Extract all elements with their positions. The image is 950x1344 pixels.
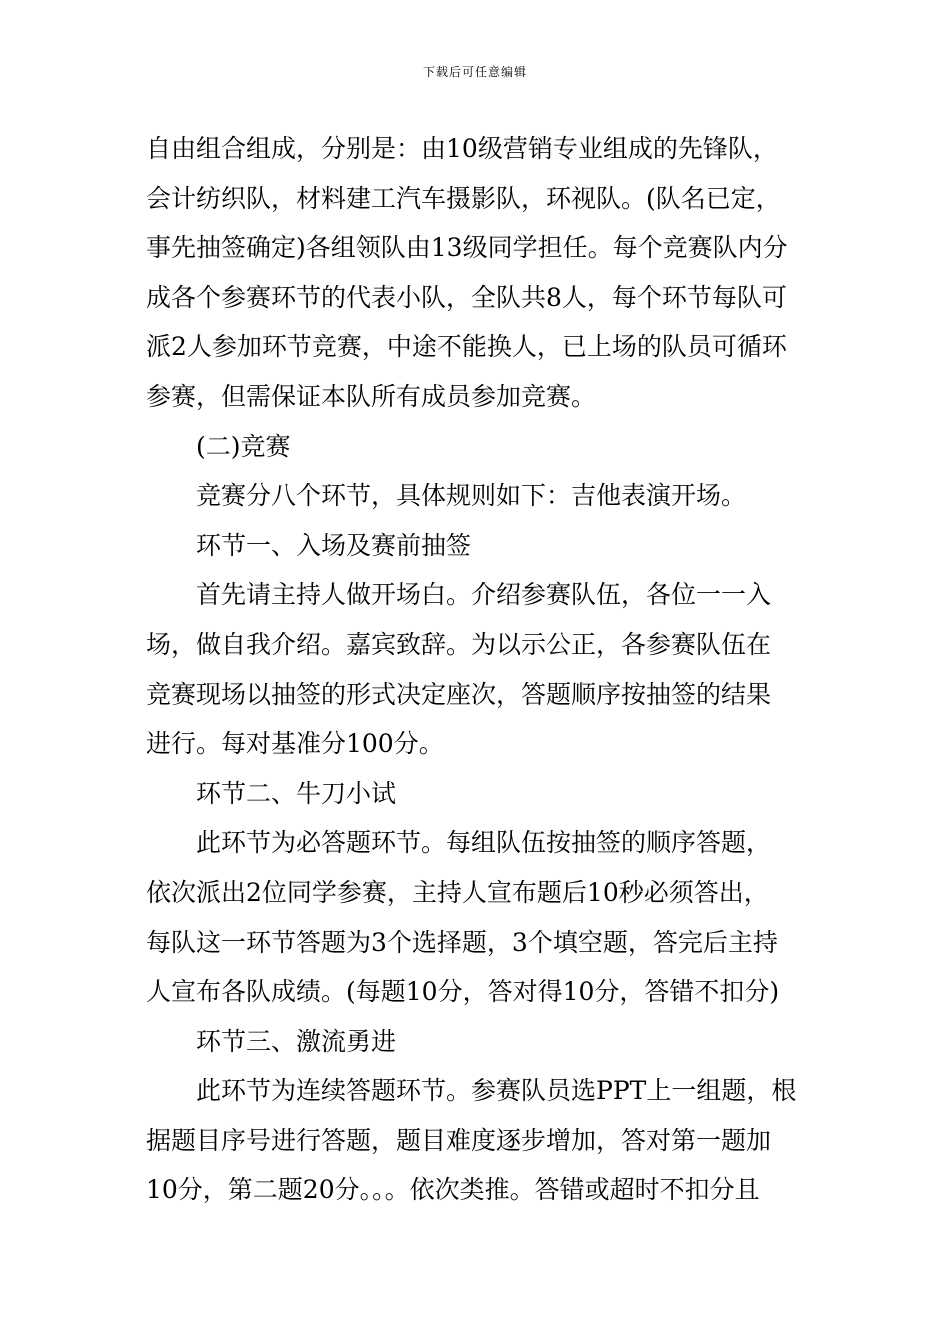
text-line: 会计纺织队，材料建工汽车摄影队，环视队。(队名已定， (146, 183, 781, 213)
text-line: 成各个参赛环节的代表小队，全队共8人，每个环节每队可 (146, 282, 787, 312)
text-line: (二)竞赛 (196, 431, 291, 461)
body-text (146, 124, 810, 1215)
text-line: 每队这一环节答题为3个选择题，3个填空题，答完后主持 (146, 927, 778, 957)
text-line: 环节三、激流勇进 (196, 1026, 397, 1056)
text-line: 竞赛分八个环节，具体规则如下：吉他表演开场。 (196, 481, 747, 511)
text-line: 依次派出2位同学参赛，主持人宣布题后10秒必须答出， (146, 877, 769, 907)
text-line: 进行。每对基准分100分。 (146, 729, 444, 759)
text-line: 派2人参加环节竞赛，中途不能换人，已上场的队员可循环 (146, 332, 787, 362)
text-line: 10分，第二题20分。。。依次类推。答错或超时不扣分且 (146, 1175, 760, 1205)
text-line: 场，做自我介绍。嘉宾致辞。为以示公正，各参赛队伍在 (146, 629, 772, 659)
text-line: 此环节为必答题环节。每组队伍按抽签的顺序答题， (196, 828, 772, 858)
text-line: 此环节为连续答题环节。参赛队员选PPT上一组题，根 (196, 1076, 797, 1106)
text-line: 环节一、入场及赛前抽签 (196, 530, 472, 560)
text-line: 竞赛现场以抽签的形式决定座次，答题顺序按抽签的结果 (146, 679, 772, 709)
text-line: 据题目序号进行答题，题目难度逐步增加，答对第一题加 (146, 1125, 772, 1155)
text-line: 参赛，但需保证本队所有成员参加竞赛。 (146, 381, 597, 411)
text-line: 人宣布各队成绩。(每题10分，答对得10分，答错不扣分) (146, 977, 780, 1007)
text-line: 首先请主持人做开场白。介绍参赛队伍，各位一一入 (196, 580, 772, 610)
text-line: 自由组合组成，分别是：由10级营销专业组成的先锋队， (146, 134, 778, 163)
text-line: 事先抽签确定)各组领队由13级同学担任。每个竞赛队内分 (146, 233, 788, 263)
text-line: 环节二、牛刀小试 (196, 778, 397, 808)
page-header: 下载后可任意编辑 (422, 65, 527, 79)
